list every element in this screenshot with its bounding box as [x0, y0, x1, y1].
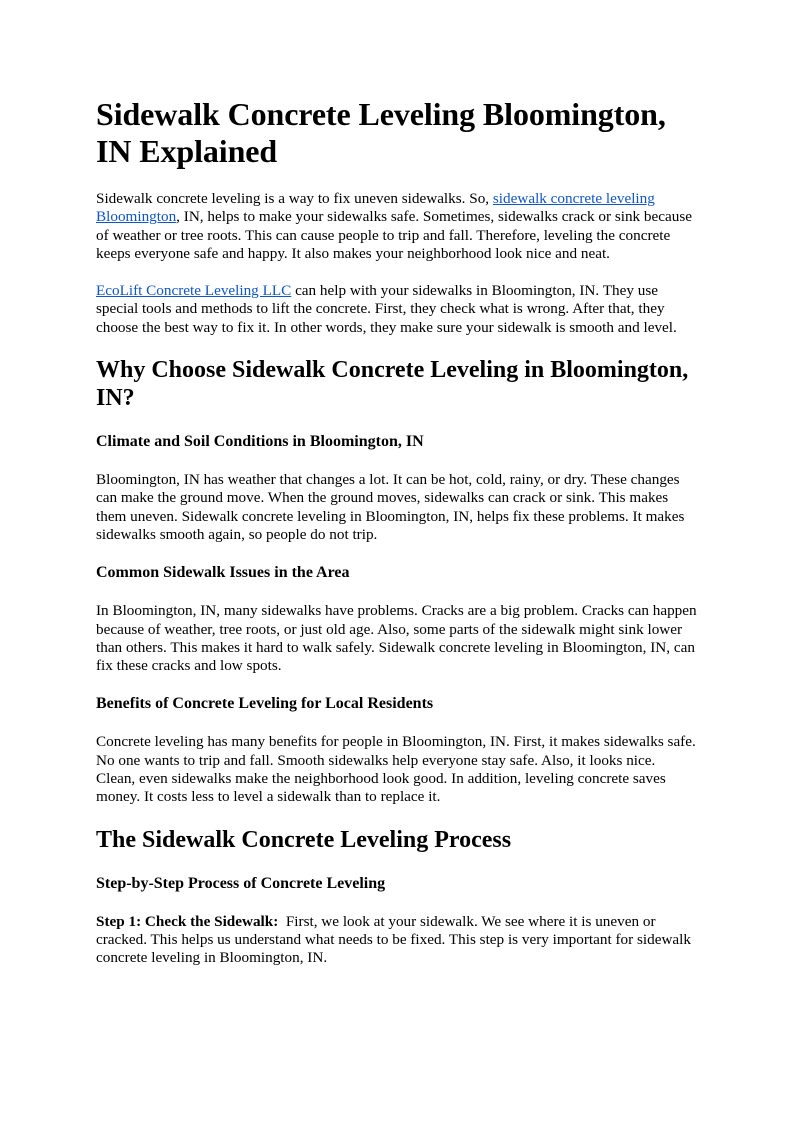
- intro-p1-after: , IN, helps to make your sidewalks safe. Sometimes, sidewalks crack or sink because of weather or tree roots. This can cause people to trip and fall. Therefore, leveling the concrete keeps everyone safe and happy. It also makes your neighborhood look nice and neat.: [96, 208, 692, 262]
- intro-p2-after: can help with your sidewalks in Bloomington, IN. They use special tools and methods to lift the concrete. First, they check what is wrong. After that, they choose the best way to fix it. In other words, they make sure your sidewalk is smooth and level.: [96, 282, 677, 336]
- steps-heading: Step-by-Step Process of Concrete Leveling: [96, 874, 386, 892]
- sidewalk-leveling-link[interactable]: sidewalk concrete leveling Bloomington: [96, 190, 655, 226]
- benefits-heading: Benefits of Concrete Leveling for Local Residents: [96, 695, 434, 713]
- step-1-text: First, we look at your sidewalk. We see where it is uneven or cracked. This helps us understand what needs to be fixed. This step is very important for sidewalk concrete leveling in Bloomington, IN.: [96, 912, 695, 967]
- benefits-paragraph: Concrete leveling has many benefits for people in Bloomington, IN. First, it makes sidewalks safe. No one wants to trip and fall. Smooth sidewalks help everyone stay safe. Also, it looks nice. Clean, even sidewalks make the neighborhood look good. In addition, leveling concrete saves money. It costs less to level a sidewalk than to replace it.: [96, 733, 696, 806]
- ecolift-link[interactable]: EcoLift Concrete Leveling LLC: [96, 282, 292, 300]
- why-choose-heading: Why Choose Sidewalk Concrete Leveling in Bloomington, IN?: [96, 357, 689, 412]
- step-1-label: Step 1: Check the Sidewalk:: [96, 912, 279, 930]
- step-1-paragraph: [96, 913, 698, 968]
- intro-paragraph-1: [96, 190, 698, 263]
- climate-heading: Climate and Soil Conditions in Bloomington, IN: [96, 433, 424, 451]
- intro-p1-before: Sidewalk concrete leveling is a way to fix uneven sidewalks. So,: [96, 190, 493, 207]
- issues-heading: Common Sidewalk Issues in the Area: [96, 564, 350, 582]
- process-heading: The Sidewalk Concrete Leveling Process: [96, 826, 512, 853]
- intro-paragraph-2: [96, 282, 698, 337]
- climate-paragraph: Bloomington, IN has weather that changes a lot. It can be hot, cold, rainy, or dry. These changes can make the ground move. When the ground moves, sidewalks can crack or sink. This makes them uneven. Sidewalk concrete leveling in Bloomington, IN, helps fix these problems. It makes sidewalks smooth again, so people do not trip.: [96, 471, 685, 543]
- page-title: Sidewalk Concrete Leveling Bloomington, IN Explained: [96, 96, 666, 169]
- issues-paragraph: In Bloomington, IN, many sidewalks have problems. Cracks are a big problem. Cracks can happen because of weather, tree roots, or just old age. Also, some parts of the sidewalk might sink lower than others. This makes it hard to walk safely. Sidewalk concrete leveling in Bloomington, IN, can fix these cracks and low spots.: [96, 602, 697, 675]
